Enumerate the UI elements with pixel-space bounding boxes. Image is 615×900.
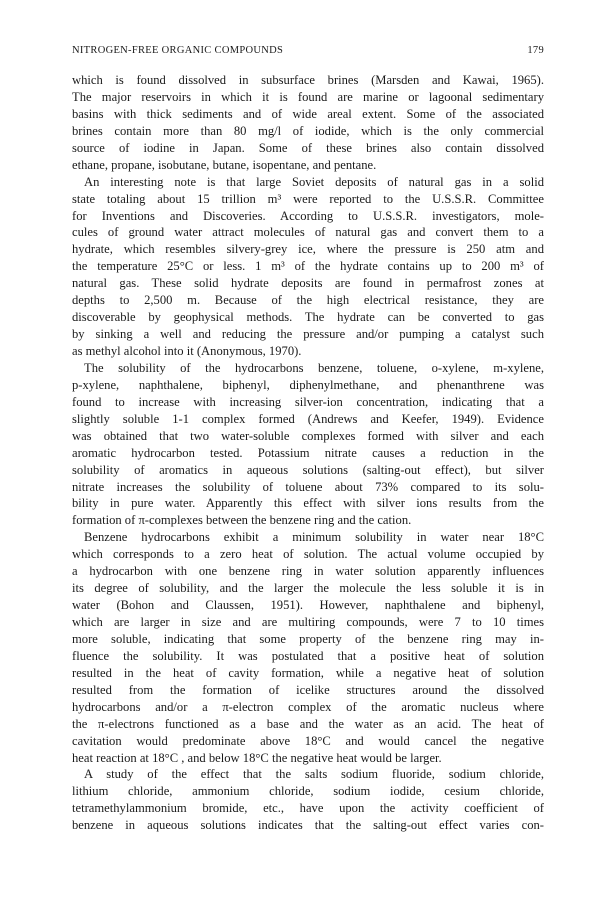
paragraph [72, 766, 544, 834]
running-title: NITROGEN-FREE ORGANIC COMPOUNDS [72, 45, 284, 56]
paragraph [72, 72, 544, 174]
text-line: depths to 2,500 m. Because of the high electrical resistance, they are [72, 293, 544, 308]
text-line: A study of the effect that the salts sodium fluoride, sodium chloride, [84, 767, 544, 782]
text-line: p-xylene, naphthalene, biphenyl, diphenylmethane, and phenanthrene was [72, 377, 544, 392]
text-line: a hydrocarbon with one benzene ring in water solution apparently influences [72, 564, 544, 579]
text-line: by sinking a well and reducing the pressure and/or pumping a catalyst such [72, 327, 544, 342]
text-line: resulted from the formation of icelike structures around the dissolved [72, 682, 544, 697]
text-line: heat reaction at 18°C , and below 18°C the negative heat would be larger. [72, 750, 442, 765]
text-line: benzene in aqueous solutions indicates that the salting-out effect varies con- [72, 818, 544, 833]
text-line: nitrate increases the solubility of toluene about 73% compared to its solu- [72, 479, 544, 494]
text-line: as methyl alcohol into it (Anonymous, 1970). [72, 344, 302, 358]
text-line: for Inventions and Discoveries. According to U.S.S.R. investigators, mole- [72, 208, 544, 223]
text-line: hydrocarbons and/or a π-electron complex of the aromatic nucleus where [72, 699, 544, 714]
text-line: cules of ground water attract molecules of natural gas and convert them to a [72, 225, 544, 240]
text-line: brines contain more than 80 mg/l of iodide, which is the only commercial [72, 123, 544, 138]
text-line: more soluble, indicating that some property of the benzene ring may in- [72, 631, 544, 646]
text-line: state totaling about 15 trillion m³ were reported to the U.S.S.R. Committee [72, 191, 544, 206]
text-line: hydrate, which resembles silvery-grey ice, where the pressure is 250 atm and [72, 242, 544, 257]
text-line: which are larger in size and are multiring compounds, were 7 to 10 times [72, 615, 544, 629]
text-line: lithium chloride, ammonium chloride, sodium iodide, cesium chloride, [72, 784, 544, 799]
body-text [72, 72, 544, 834]
text-line: cavitation would predominate above 18°C and would cancel the negative [72, 733, 544, 748]
text-line: ethane, propane, isobutane, butane, isopentane, and pentane. [72, 157, 377, 172]
text-line: fluence the solubility. It was postulated that a positive heat of solution [72, 648, 544, 663]
text-line: formation of π-complexes between the benzene ring and the cation. [72, 513, 412, 528]
text-line: An interesting note is that large Soviet deposits of natural gas in a solid [84, 174, 544, 189]
text-line: was obtained that two water-soluble complexes formed with silver and each [72, 428, 544, 443]
text-line: basins with thick sediments and of wide areal extent. Some of the associated [72, 106, 544, 121]
text-line: resulted in the heat of cavity formation, while a negative heat of solution [72, 665, 544, 680]
text-line: tetramethylammonium bromide, etc., have upon the activity coefficient of [72, 801, 544, 816]
text-line: aromatic hydrocarbon tested. Potassium nitrate causes a reduction in the [72, 445, 544, 460]
paragraph [72, 360, 544, 529]
text-line: slightly soluble 1-1 complex formed (Andrews and Keefer, 1949). Evidence [72, 411, 544, 426]
text-line: the temperature 25°C or less. 1 m³ of the hydrate contains up to 200 m³ of [72, 259, 544, 274]
paragraph [72, 174, 544, 360]
paragraph [72, 529, 544, 766]
text-line: which is found dissolved in subsurface brines (Marsden and Kawai, 1965). [72, 73, 544, 87]
text-line: the π-electrons functioned as a base and the water as an acid. The heat of [72, 716, 544, 731]
text-line: bility in pure water. Apparently this effect with silver ions results from the [72, 496, 544, 511]
text-line: discoverable by geophysical methods. The hydrate can be converted to gas [72, 310, 544, 325]
text-line: The major reservoirs in which it is found are marine or lagoonal sedimentary [72, 89, 544, 104]
text-line: its degree of solubility, and the larger the molecule the less soluble it is in [72, 581, 544, 596]
text-line: The solubility of the hydrocarbons benzene, toluene, o-xylene, m-xylene, [84, 360, 544, 375]
page-number: 179 [527, 45, 544, 56]
text-line: solubility of aromatics in aqueous solutions (salting-out effect), but silver [72, 462, 544, 477]
text-line: source of iodine in Japan. Some of these brines also contain dissolved [72, 140, 544, 155]
text-line: found to increase with increasing silver-ion concentration, indicating that a [72, 394, 544, 409]
running-head [72, 44, 544, 58]
document-page [72, 44, 544, 834]
text-line: Benzene hydrocarbons exhibit a minimum solubility in water near 18°C [84, 530, 544, 545]
text-line: natural gas. These solid hydrate deposits are found in permafrost zones at [72, 276, 544, 291]
text-line: water (Bohon and Claussen, 1951). However, naphthalene and biphenyl, [72, 598, 544, 613]
text-line: which corresponds to a zero heat of solution. The actual volume occupied by [72, 547, 544, 562]
